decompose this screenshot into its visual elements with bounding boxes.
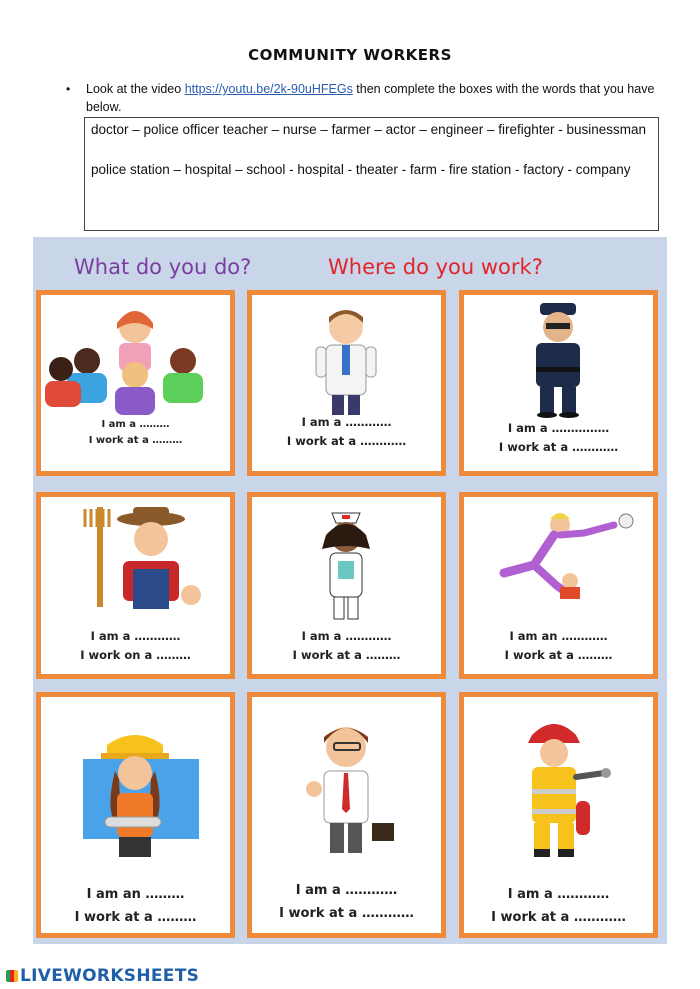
word-bank-places: police station – hospital – school - hospital - theater - farm - fire station - factory - company bbox=[91, 162, 631, 177]
word-bank-box bbox=[84, 117, 659, 231]
video-link[interactable]: https://youtu.be/2k-90uHFEGs bbox=[184, 82, 353, 96]
card-6-line2: I work at a ……… bbox=[504, 648, 613, 662]
card-2-line1: I am a ………… bbox=[301, 415, 392, 429]
page-title: COMMUNITY WORKERS bbox=[248, 46, 452, 64]
actor-illustration bbox=[464, 503, 653, 623]
instruction-suffix: then complete the boxes with the words that you have below. bbox=[86, 82, 655, 114]
card-2-line2: I work at a ………… bbox=[286, 434, 407, 448]
card-nurse bbox=[247, 492, 446, 679]
instruction-prefix: Look at the video bbox=[86, 82, 185, 96]
card-actor bbox=[459, 492, 658, 679]
liveworksheets-logo bbox=[6, 966, 199, 986]
card-8-line1: I am a ………… bbox=[295, 883, 398, 898]
logo-mark-icon bbox=[6, 970, 18, 982]
businessman-illustration bbox=[252, 713, 441, 873]
logo-text: LIVEWORKSHEETS bbox=[20, 966, 200, 986]
instructions bbox=[66, 80, 666, 116]
card-9-line2: I work at a ………… bbox=[491, 910, 626, 925]
card-7-line1: I am an ……… bbox=[86, 887, 185, 902]
card-6-line1: I am an ………… bbox=[509, 629, 608, 643]
card-3-line1: I am a …………… bbox=[507, 421, 610, 435]
card-teacher bbox=[36, 290, 235, 476]
card-businessman bbox=[247, 692, 446, 938]
card-1-line2: I work at a ……… bbox=[88, 435, 183, 446]
card-police-officer bbox=[459, 290, 658, 476]
bullet: • bbox=[66, 82, 71, 96]
firefighter-illustration bbox=[464, 713, 653, 873]
card-8-line2: I work at a ………… bbox=[279, 906, 414, 921]
card-3-line2: I work at a ………… bbox=[498, 440, 619, 454]
card-farmer bbox=[36, 492, 235, 679]
police-officer-illustration bbox=[464, 299, 653, 419]
card-5-line1: I am a ………… bbox=[301, 629, 392, 643]
teacher-illustration bbox=[41, 299, 230, 419]
card-4-line1: I am a ………… bbox=[90, 629, 181, 643]
farmer-illustration bbox=[41, 503, 230, 623]
card-7-line2: I work at a ……… bbox=[74, 910, 197, 925]
card-doctor bbox=[247, 290, 446, 476]
card-engineer bbox=[36, 692, 235, 938]
card-5-line2: I work at a ……… bbox=[292, 648, 401, 662]
heading-where-do-you-work: Where do you work? bbox=[328, 255, 543, 279]
doctor-illustration bbox=[252, 301, 441, 421]
nurse-illustration bbox=[252, 503, 441, 623]
card-firefighter bbox=[459, 692, 658, 938]
heading-what-do-you-do: What do you do? bbox=[74, 255, 252, 279]
engineer-illustration bbox=[41, 723, 230, 873]
card-1-line1: I am a ……… bbox=[101, 419, 170, 430]
card-4-line2: I work on a ……… bbox=[80, 648, 191, 662]
word-bank-jobs: doctor – police officer teacher – nurse – farmer – actor – engineer – firefighter - businessman bbox=[91, 122, 647, 137]
card-9-line1: I am a ………… bbox=[507, 887, 610, 902]
